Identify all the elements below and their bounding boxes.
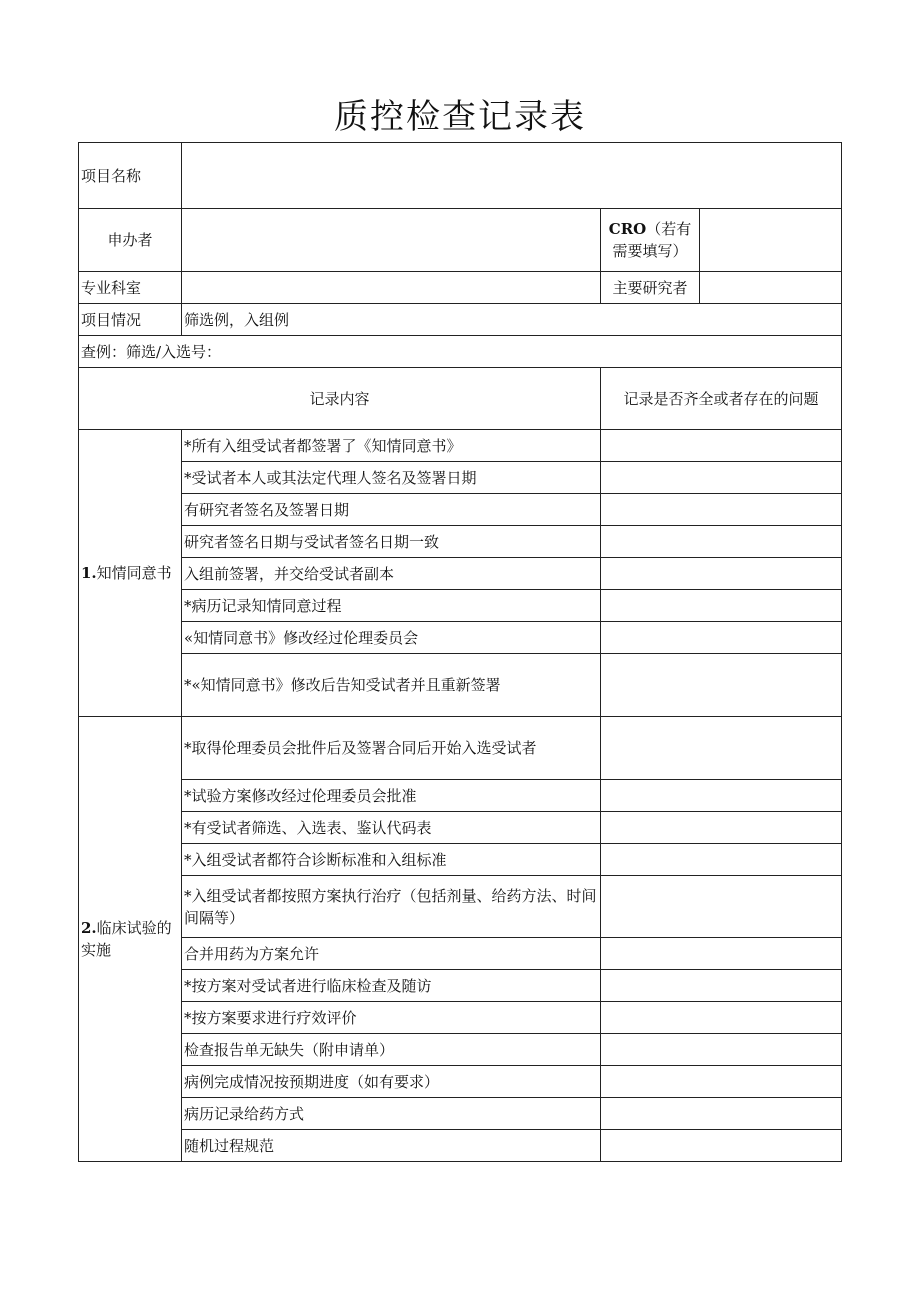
check-item: *病历记录知情同意过程 <box>182 590 601 622</box>
section-trial-conduct <box>79 717 182 1162</box>
result-cell[interactable] <box>601 462 842 494</box>
section-name: 知情同意书 <box>96 564 172 582</box>
table-row <box>79 526 842 558</box>
page-title: 质控检查记录表 <box>334 97 586 137</box>
sponsor-field[interactable] <box>182 209 601 272</box>
section-informed-consent <box>79 430 182 717</box>
check-item: 检查报告单无缺失（附申请单） <box>182 1034 601 1066</box>
table-row <box>79 558 842 590</box>
department-label: 专业科室 <box>79 272 182 304</box>
section-number: 2. <box>81 919 97 937</box>
check-item: *按方案对受试者进行临床检查及随访 <box>182 970 601 1002</box>
table-row <box>79 970 842 1002</box>
check-item: 有研究者签名及签署日期 <box>182 494 601 526</box>
cro-field[interactable] <box>700 209 842 272</box>
department-field[interactable] <box>182 272 601 304</box>
qc-record-table <box>78 142 842 1162</box>
result-column-header: 记录是否齐全或者存在的问题 <box>601 368 842 430</box>
check-item: *按方案要求进行疗效评价 <box>182 1002 601 1034</box>
result-cell[interactable] <box>601 717 842 780</box>
table-row <box>79 462 842 494</box>
result-cell[interactable] <box>601 590 842 622</box>
check-item: *«知情同意书》修改后告知受试者并且重新签署 <box>182 654 601 717</box>
check-item: *所有入组受试者都签署了《知情同意书》 <box>182 430 601 462</box>
cro-label <box>601 209 700 272</box>
check-item: *入组受试者都按照方案执行治疗（包括剂量、给药方法、时间间隔等） <box>182 876 601 938</box>
section-name: 临床试验的实施 <box>81 919 172 959</box>
table-row <box>79 1066 842 1098</box>
table-row <box>79 717 842 780</box>
check-item: 病历记录给药方式 <box>182 1098 601 1130</box>
sponsor-label: 申办者 <box>79 209 182 272</box>
result-cell[interactable] <box>601 876 842 938</box>
project-name-label: 项目名称 <box>79 143 182 209</box>
table-row <box>79 590 842 622</box>
checked-cases-field[interactable]: 查例：筛选/入选号： <box>79 336 842 368</box>
pi-label: 主要研究者 <box>601 272 700 304</box>
table-row <box>79 654 842 717</box>
result-cell[interactable] <box>601 1002 842 1034</box>
result-cell[interactable] <box>601 1034 842 1066</box>
pi-field[interactable] <box>700 272 842 304</box>
check-item: 病例完成情况按预期进度（如有要求） <box>182 1066 601 1098</box>
table-row <box>79 844 842 876</box>
result-cell[interactable] <box>601 812 842 844</box>
cro-label-note: （若有需要填写） <box>612 220 692 260</box>
result-cell[interactable] <box>601 1066 842 1098</box>
check-item: «知情同意书》修改经过伦理委员会 <box>182 622 601 654</box>
table-row <box>79 1034 842 1066</box>
table-row <box>79 1098 842 1130</box>
check-item: *受试者本人或其法定代理人签名及签署日期 <box>182 462 601 494</box>
section-number: 1. <box>81 564 97 582</box>
check-item: *试验方案修改经过伦理委员会批准 <box>182 780 601 812</box>
result-cell[interactable] <box>601 430 842 462</box>
content-column-header: 记录内容 <box>79 368 601 430</box>
result-cell[interactable] <box>601 622 842 654</box>
cro-label-bold: CRO <box>608 220 647 238</box>
project-status-field[interactable]: 筛选例，入组例 <box>182 304 842 336</box>
check-item: *入组受试者都符合诊断标准和入组标准 <box>182 844 601 876</box>
project-status-label: 项目情况 <box>79 304 182 336</box>
check-item: 合并用药为方案允许 <box>182 938 601 970</box>
check-item: 随机过程规范 <box>182 1130 601 1162</box>
result-cell[interactable] <box>601 558 842 590</box>
result-cell[interactable] <box>601 844 842 876</box>
result-cell[interactable] <box>601 526 842 558</box>
check-item: 研究者签名日期与受试者签名日期一致 <box>182 526 601 558</box>
table-row <box>79 876 842 938</box>
table-row <box>79 1002 842 1034</box>
result-cell[interactable] <box>601 970 842 1002</box>
table-row <box>79 494 842 526</box>
table-row <box>79 780 842 812</box>
table-row <box>79 430 842 462</box>
table-row <box>79 938 842 970</box>
result-cell[interactable] <box>601 1098 842 1130</box>
result-cell[interactable] <box>601 654 842 717</box>
table-row <box>79 1130 842 1162</box>
table-row <box>79 622 842 654</box>
result-cell[interactable] <box>601 780 842 812</box>
check-item: *有受试者筛选、入选表、鉴认代码表 <box>182 812 601 844</box>
project-name-field[interactable] <box>182 143 842 209</box>
table-row <box>79 812 842 844</box>
check-item: *取得伦理委员会批件后及签署合同后开始入选受试者 <box>182 717 601 780</box>
check-item: 入组前签署，并交给受试者副本 <box>182 558 601 590</box>
result-cell[interactable] <box>601 494 842 526</box>
result-cell[interactable] <box>601 1130 842 1162</box>
result-cell[interactable] <box>601 938 842 970</box>
